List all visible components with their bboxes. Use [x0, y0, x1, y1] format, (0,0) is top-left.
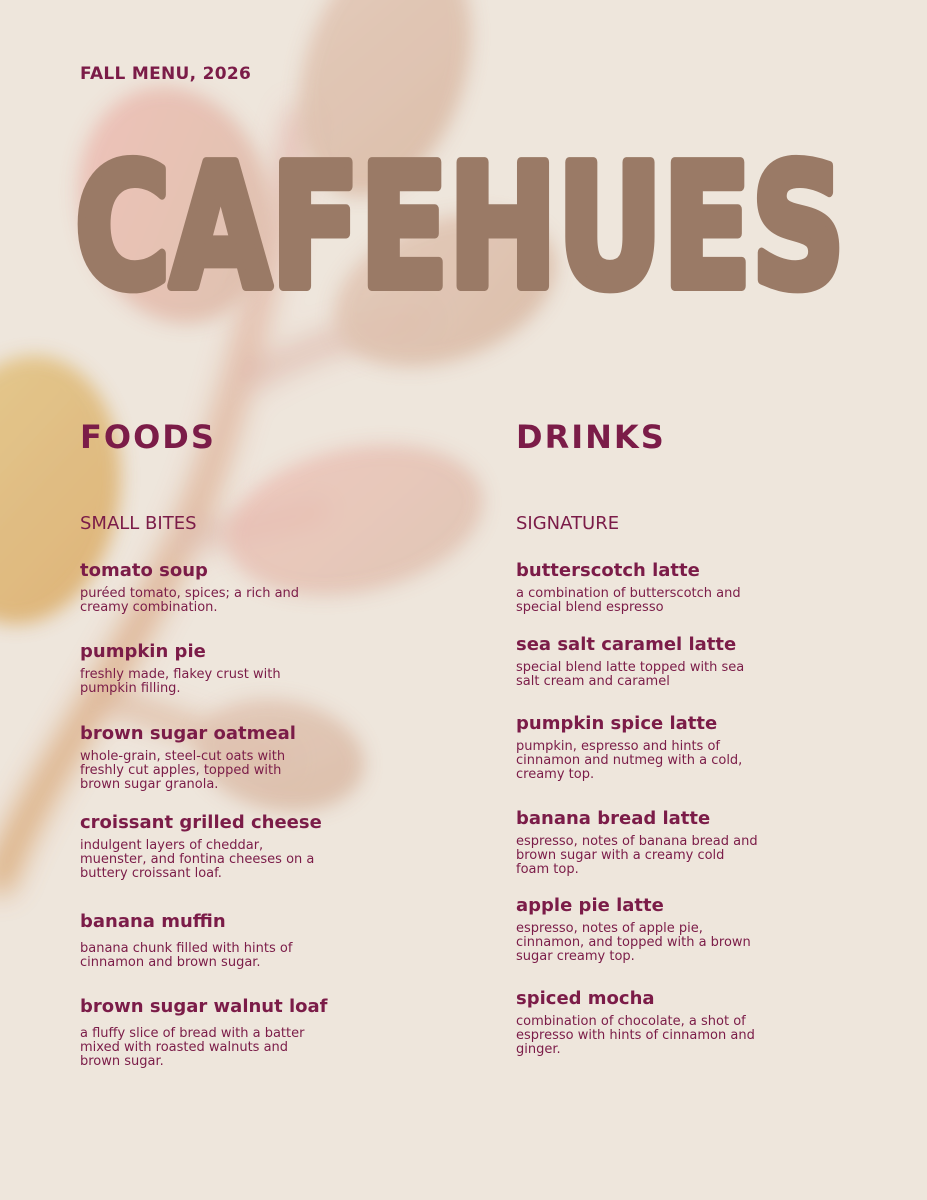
- drink-item-name: apple pie latte: [516, 895, 664, 916]
- drink-item: [516, 634, 846, 689]
- drink-item: [516, 560, 846, 615]
- food-item-description: a fluffy slice of bread with a batter mixed with roasted walnuts and brown sugar.: [80, 1026, 305, 1069]
- drink-item: [516, 713, 846, 782]
- food-item: [80, 911, 410, 970]
- food-item-name: brown sugar walnut loaf: [80, 996, 328, 1017]
- drink-item: [516, 808, 846, 877]
- food-item: [80, 996, 410, 1069]
- food-item: [80, 560, 410, 615]
- drinks-section-title: DRINKS: [516, 418, 666, 456]
- food-item-description: whole-grain, steel-cut oats with freshly cut apples, topped with brown sugar granola.: [80, 749, 286, 792]
- food-item-description: indulgent layers of cheddar, muenster, and fontina cheeses on a buttery croissant loaf.: [80, 838, 315, 881]
- food-item-name: tomato soup: [80, 560, 208, 581]
- drink-item-description: a combination of butterscotch and special blend espresso: [516, 586, 741, 615]
- drinks-subsection-title: SIGNATURE: [516, 513, 620, 534]
- food-item-description: freshly made, flakey crust with pumpkin filling.: [80, 667, 281, 696]
- menu-season-label: FALL MENU, 2026: [80, 64, 252, 84]
- food-item: [80, 812, 410, 881]
- food-item-name: banana muffin: [80, 911, 226, 932]
- drink-item-name: banana bread latte: [516, 808, 711, 829]
- drink-item-name: spiced mocha: [516, 988, 655, 1009]
- drink-item-description: special blend latte topped with sea salt cream and caramel: [516, 660, 745, 689]
- food-item-description: puréed tomato, spices; a rich and creamy combination.: [80, 586, 300, 615]
- drink-item: [516, 988, 846, 1057]
- food-item-name: pumpkin pie: [80, 641, 206, 662]
- food-item-name: croissant grilled cheese: [80, 812, 322, 833]
- drink-item-description: combination of chocolate, a shot of espresso with hints of cinnamon and ginger.: [516, 1014, 755, 1057]
- food-item-description: banana chunk filled with hints of cinnamon and brown sugar.: [80, 941, 293, 970]
- drink-item-name: butterscotch latte: [516, 560, 700, 581]
- foods-section-title: FOODS: [80, 418, 216, 456]
- drink-item-name: sea salt caramel latte: [516, 634, 737, 655]
- drink-item-description: pumpkin, espresso and hints of cinnamon and nutmeg with a cold, creamy top.: [516, 739, 743, 782]
- drink-item-description: espresso, notes of apple pie, cinnamon, and topped with a brown sugar creamy top.: [516, 921, 751, 964]
- drink-item-name: pumpkin spice latte: [516, 713, 718, 734]
- drink-item-description: espresso, notes of banana bread and brown sugar with a creamy cold foam top.: [516, 834, 758, 877]
- food-item-name: brown sugar oatmeal: [80, 723, 296, 744]
- drink-item: [516, 895, 846, 964]
- brand-logo: [60, 110, 860, 310]
- food-item: [80, 723, 410, 792]
- food-item: [80, 641, 410, 696]
- brand-logo-text: CAFEHUES: [75, 129, 845, 310]
- foods-subsection-title: SMALL BITES: [80, 513, 197, 534]
